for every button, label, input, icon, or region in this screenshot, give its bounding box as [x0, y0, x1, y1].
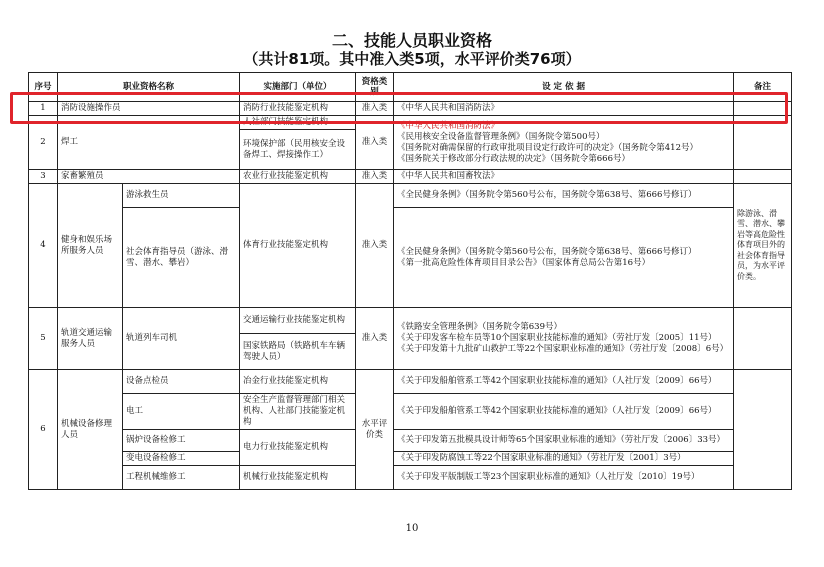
basis [394, 208, 734, 308]
qualification-name: 焊工 [58, 116, 240, 170]
table-row [29, 308, 792, 334]
qualification-table [28, 72, 792, 490]
qualification-type: 准入类 [356, 116, 394, 170]
row-number: 2 [29, 116, 58, 170]
note [734, 308, 792, 370]
qualification-type: 准入类 [356, 308, 394, 370]
qualification-type: 准入类 [356, 102, 394, 116]
department: 农业行业技能鉴定机构 [240, 170, 356, 184]
table-header-row [29, 73, 792, 102]
basis [394, 116, 734, 170]
department: 体育行业技能鉴定机构 [240, 184, 356, 308]
basis: 《关于印发第五批模具设计师等65个国家职业标准的通知》（劳社厅发〔2006〕33号） [394, 430, 734, 452]
sub-qualification: 工程机械维修工 [123, 466, 240, 490]
table-row [29, 466, 792, 490]
qualification-name: 消防设施操作员 [58, 102, 240, 116]
row-number: 6 [29, 370, 58, 490]
basis-line: 《关于印发第十九批矿山救护工等22个国家职业标准的通知》（劳社厅发〔2008〕6号） [397, 344, 729, 354]
row-number: 1 [29, 102, 58, 116]
department: 人社部门技能鉴定机构 [240, 116, 356, 130]
sub-qualification: 设备点检员 [123, 370, 240, 394]
qualification-type: 准入类 [356, 170, 394, 184]
note [734, 170, 792, 184]
basis-line: 《关于印发客车检车员等10个国家职业技能标准的通知》（劳社厅发〔2005〕11号） [397, 333, 717, 343]
department: 机械行业技能鉴定机构 [240, 466, 356, 490]
table-row [29, 370, 792, 394]
basis: 《中华人民共和国消防法》 [394, 102, 734, 116]
department: 安全生产监督管理部门相关机构、人社部门技能鉴定机构 [240, 394, 356, 430]
sub-qualification: 游泳救生员 [123, 184, 240, 208]
basis-line: 《铁路安全管理条例》（国务院令第639号） [397, 322, 562, 332]
header-name: 职业资格名称 [58, 73, 240, 102]
page-subtitle: （共计81项。其中准入类5项，水平评价类76项） [243, 50, 581, 68]
basis-line: 《国务院关于修改部分行政法规的决定》（国务院令第666号） [397, 153, 630, 164]
department: 冶金行业技能鉴定机构 [240, 370, 356, 394]
header-dept: 实施部门（单位） [240, 73, 356, 102]
table-row [29, 430, 792, 452]
note [734, 102, 792, 116]
department: 国家铁路局（铁路机车车辆驾驶人员） [240, 334, 356, 370]
table-row [29, 102, 792, 116]
header-note: 备注 [734, 73, 792, 102]
table-row [29, 116, 792, 130]
basis: 《关于印发船舶管系工等42个国家职业技能标准的通知》（人社厅发〔2009〕66号） [394, 394, 734, 430]
page-title: 二、技能人员职业资格 [331, 31, 492, 50]
department: 交通运输行业技能鉴定机构 [240, 308, 356, 334]
row-number: 3 [29, 170, 58, 184]
qualification-name: 家畜繁殖员 [58, 170, 240, 184]
sub-qualification: 锅炉设备检修工 [123, 430, 240, 452]
department: 电力行业技能鉴定机构 [240, 430, 356, 466]
note: 除游泳、滑雪、潜水、攀岩等高危险性体育项目外的社会体育指导员，为水平评价类。 [734, 184, 792, 308]
basis [394, 308, 734, 370]
basis: 《关于印发平版制版工等23个国家职业标准的通知》（人社厅发〔2010〕19号） [394, 466, 734, 490]
basis-line: 《第一批高危险性体育项目目录公告》（国家体育总局公告第16号） [397, 257, 651, 268]
table-row [29, 452, 792, 466]
header-no: 序号 [29, 73, 58, 102]
note [734, 116, 792, 170]
basis-line: 《全民健身条例》（国务院令第560号公布，国务院令第638号、第666号修订） [397, 246, 697, 257]
qualification-type: 水平评价类 [356, 370, 394, 490]
table-row [29, 170, 792, 184]
qualification-name: 轨道交通运输服务人员 [58, 308, 123, 370]
page-number: 10 [405, 523, 419, 534]
qualification-name: 健身和娱乐场所服务人员 [58, 184, 123, 308]
sub-qualification: 轨道列车司机 [123, 308, 240, 370]
sub-qualification: 社会体育指导员（游泳、滑雪、潜水、攀岩） [123, 208, 240, 308]
sub-qualification: 变电设备检修工 [123, 452, 240, 466]
basis-line: 《国务院对确需保留的行政审批项目设定行政许可的决定》（国务院令第412号） [397, 142, 698, 153]
header-type: 资格类别 [356, 73, 394, 102]
table-row [29, 394, 792, 430]
header-basis: 设 定 依 据 [394, 73, 734, 102]
row-number: 4 [29, 184, 58, 308]
basis: 《关于印发防腐蚀工等22个国家职业标准的通知》（劳社厅发〔2001〕3号） [394, 452, 734, 466]
note [734, 370, 792, 490]
row-number: 5 [29, 308, 58, 370]
qualification-name: 机械设备修理人员 [58, 370, 123, 490]
department: 消防行业技能鉴定机构 [240, 102, 356, 116]
basis: 《关于印发船舶管系工等42个国家职业技能标准的通知》（人社厅发〔2009〕66号） [394, 370, 734, 394]
basis: 《全民健身条例》（国务院令第560号公布，国务院令第638号、第666号修订） [394, 184, 734, 208]
sub-qualification: 电工 [123, 394, 240, 430]
basis-line: 《中华人民共和国消防法》 [397, 120, 500, 131]
basis-line: 《民用核安全设备监督管理条例》（国务院令第500号） [397, 131, 605, 142]
department: 环境保护部（民用核安全设备焊工、焊接操作工） [240, 130, 356, 170]
table-row [29, 208, 792, 308]
table-row [29, 184, 792, 208]
qualification-type: 准入类 [356, 184, 394, 308]
basis: 《中华人民共和国畜牧法》 [394, 170, 734, 184]
